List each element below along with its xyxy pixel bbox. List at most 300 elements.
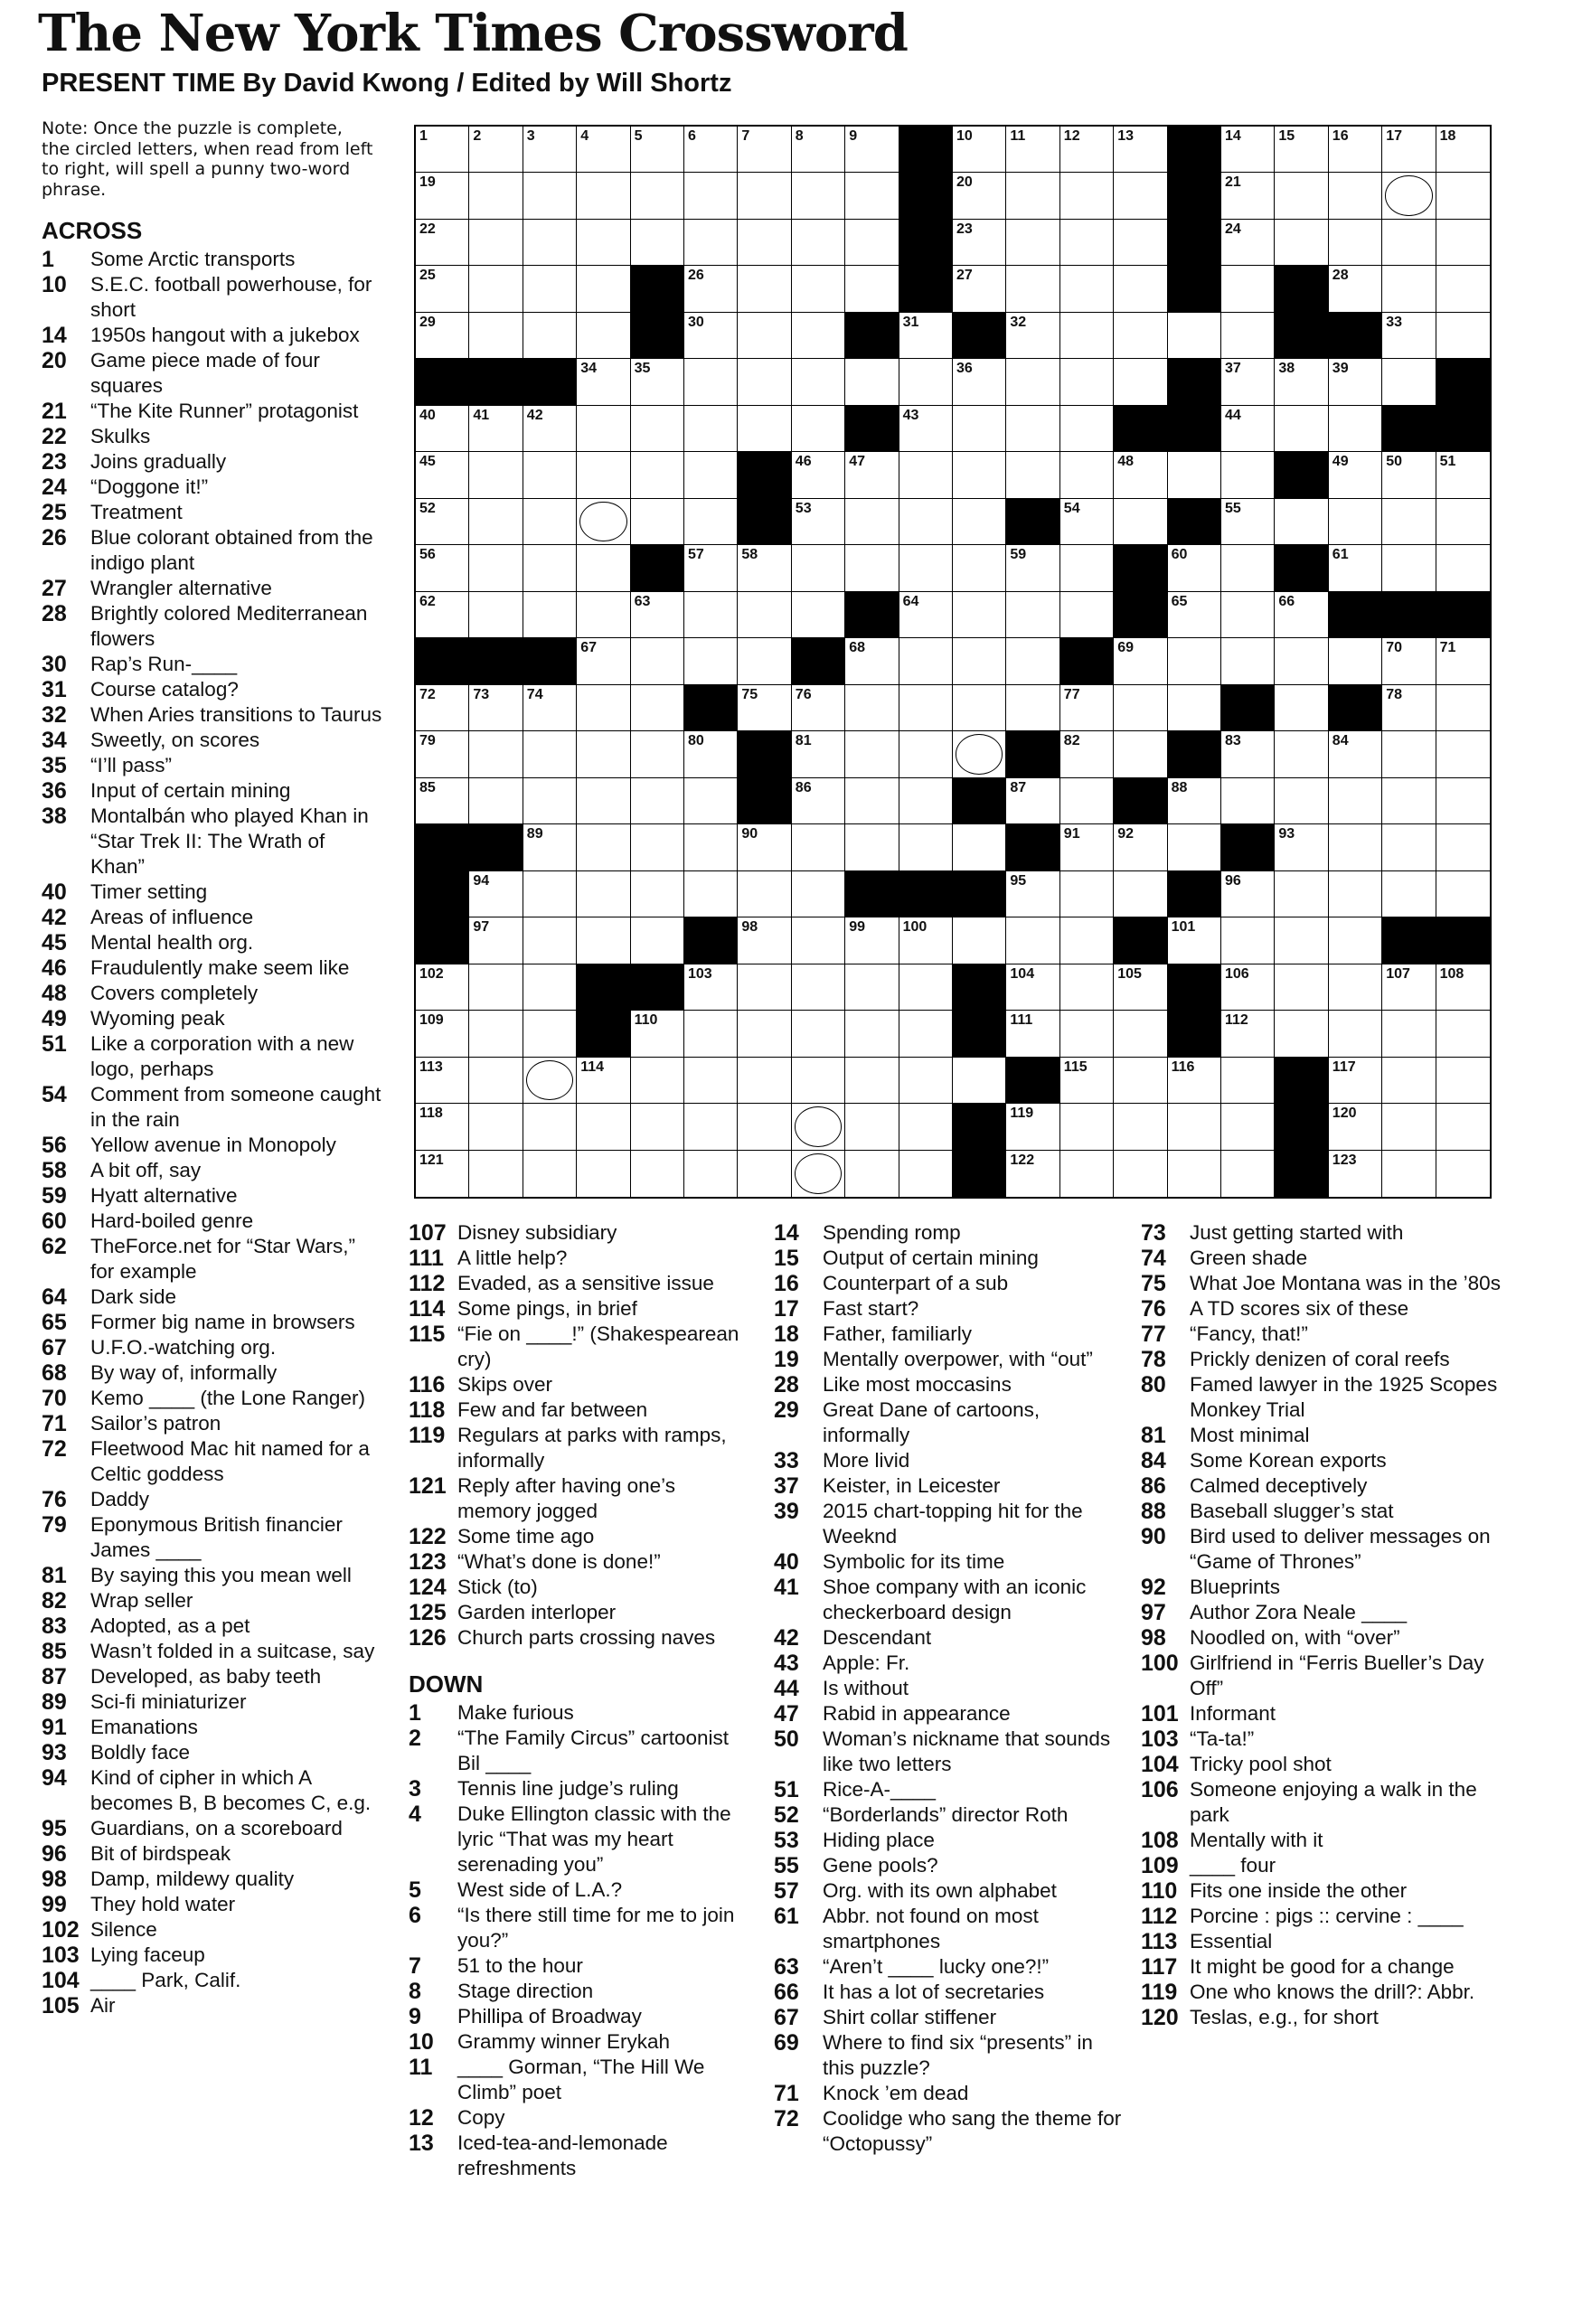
- grid-cell[interactable]: [1006, 220, 1059, 266]
- grid-cell[interactable]: [684, 1011, 738, 1057]
- grid-cell[interactable]: [792, 685, 845, 731]
- grid-cell[interactable]: [523, 406, 577, 452]
- grid-cell[interactable]: [1275, 638, 1328, 684]
- grid-cell[interactable]: [1275, 685, 1328, 731]
- grid-cell[interactable]: [792, 127, 845, 173]
- grid-cell[interactable]: [1221, 871, 1275, 917]
- grid-cell[interactable]: [1114, 173, 1167, 219]
- grid-cell[interactable]: [845, 545, 899, 591]
- grid-cell[interactable]: [1060, 731, 1114, 777]
- grid-cell[interactable]: [416, 499, 469, 545]
- grid-cell[interactable]: [1006, 638, 1059, 684]
- grid-cell[interactable]: [523, 685, 577, 731]
- grid-cell[interactable]: [1006, 871, 1059, 917]
- grid-cell[interactable]: [1006, 964, 1059, 1011]
- grid-cell[interactable]: [416, 452, 469, 498]
- grid-cell[interactable]: [1221, 778, 1275, 824]
- grid-cell[interactable]: [1221, 731, 1275, 777]
- grid-cell[interactable]: [577, 871, 630, 917]
- grid-cell[interactable]: [1060, 266, 1114, 312]
- grid-cell[interactable]: [1060, 1151, 1114, 1197]
- grid-cell[interactable]: [1114, 1058, 1167, 1104]
- grid-cell[interactable]: [899, 313, 953, 359]
- grid-cell[interactable]: [416, 685, 469, 731]
- grid-cell[interactable]: [1382, 266, 1436, 312]
- grid-cell[interactable]: [416, 592, 469, 638]
- grid-cell[interactable]: [1221, 1011, 1275, 1057]
- grid-cell[interactable]: [469, 127, 523, 173]
- grid-cell[interactable]: [1275, 778, 1328, 824]
- grid-cell[interactable]: [738, 824, 791, 870]
- grid-cell[interactable]: [1436, 220, 1490, 266]
- grid-cell[interactable]: [899, 359, 953, 405]
- grid-cell[interactable]: [1168, 638, 1221, 684]
- grid-cell[interactable]: [792, 173, 845, 219]
- grid-cell[interactable]: [1221, 406, 1275, 452]
- grid-cell[interactable]: [1329, 220, 1382, 266]
- grid-cell[interactable]: [469, 1058, 523, 1104]
- grid-cell[interactable]: [845, 359, 899, 405]
- grid-cell[interactable]: [1060, 1058, 1114, 1104]
- grid-cell[interactable]: [577, 545, 630, 591]
- grid-cell[interactable]: [1168, 452, 1221, 498]
- grid-cell[interactable]: [416, 220, 469, 266]
- grid-cell[interactable]: [523, 220, 577, 266]
- grid-cell[interactable]: [684, 778, 738, 824]
- grid-cell[interactable]: [738, 313, 791, 359]
- grid-cell[interactable]: [1275, 220, 1328, 266]
- grid-cell[interactable]: [1221, 266, 1275, 312]
- grid-cell[interactable]: [899, 731, 953, 777]
- grid-cell[interactable]: [953, 917, 1006, 964]
- grid-cell[interactable]: [845, 220, 899, 266]
- grid-cell[interactable]: [1329, 266, 1382, 312]
- grid-cell[interactable]: [953, 685, 1006, 731]
- grid-cell[interactable]: [631, 917, 684, 964]
- grid-cell[interactable]: [899, 1151, 953, 1197]
- grid-cell[interactable]: [845, 266, 899, 312]
- grid-cell[interactable]: [792, 1104, 845, 1150]
- grid-cell[interactable]: [1382, 778, 1436, 824]
- grid-cell[interactable]: [953, 592, 1006, 638]
- grid-cell[interactable]: [1168, 592, 1221, 638]
- grid-cell[interactable]: [523, 1151, 577, 1197]
- grid-cell[interactable]: [1168, 1104, 1221, 1150]
- grid-cell[interactable]: [1275, 964, 1328, 1011]
- grid-cell[interactable]: [1329, 731, 1382, 777]
- grid-cell[interactable]: [1006, 1104, 1059, 1150]
- grid-cell[interactable]: [1114, 685, 1167, 731]
- grid-cell[interactable]: [1006, 127, 1059, 173]
- grid-cell[interactable]: [899, 1104, 953, 1150]
- grid-cell[interactable]: [1275, 1011, 1328, 1057]
- grid-cell[interactable]: [792, 1058, 845, 1104]
- grid-cell[interactable]: [1382, 685, 1436, 731]
- grid-cell[interactable]: [684, 964, 738, 1011]
- grid-cell[interactable]: [469, 778, 523, 824]
- grid-cell[interactable]: [1114, 731, 1167, 777]
- grid-cell[interactable]: [1114, 452, 1167, 498]
- grid-cell[interactable]: [1060, 778, 1114, 824]
- grid-cell[interactable]: [738, 592, 791, 638]
- grid-cell[interactable]: [792, 1011, 845, 1057]
- grid-cell[interactable]: [684, 499, 738, 545]
- grid-cell[interactable]: [523, 127, 577, 173]
- grid-cell[interactable]: [738, 406, 791, 452]
- grid-cell[interactable]: [1060, 359, 1114, 405]
- grid-cell[interactable]: [1060, 685, 1114, 731]
- grid-cell[interactable]: [792, 1151, 845, 1197]
- grid-cell[interactable]: [953, 499, 1006, 545]
- grid-cell[interactable]: [469, 220, 523, 266]
- grid-cell[interactable]: [1275, 359, 1328, 405]
- grid-cell[interactable]: [1382, 1151, 1436, 1197]
- grid-cell[interactable]: [1382, 824, 1436, 870]
- grid-cell[interactable]: [469, 266, 523, 312]
- grid-cell[interactable]: [1060, 127, 1114, 173]
- grid-cell[interactable]: [792, 731, 845, 777]
- grid-cell[interactable]: [469, 499, 523, 545]
- grid-cell[interactable]: [899, 917, 953, 964]
- grid-cell[interactable]: [523, 499, 577, 545]
- grid-cell[interactable]: [1382, 731, 1436, 777]
- grid-cell[interactable]: [953, 824, 1006, 870]
- grid-cell[interactable]: [1436, 1104, 1490, 1150]
- grid-cell[interactable]: [1382, 359, 1436, 405]
- grid-cell[interactable]: [845, 917, 899, 964]
- grid-cell[interactable]: [1060, 452, 1114, 498]
- grid-cell[interactable]: [738, 1058, 791, 1104]
- grid-cell[interactable]: [1275, 592, 1328, 638]
- grid-cell[interactable]: [416, 545, 469, 591]
- grid-cell[interactable]: [1006, 173, 1059, 219]
- grid-cell[interactable]: [631, 1011, 684, 1057]
- grid-cell[interactable]: [1006, 778, 1059, 824]
- grid-cell[interactable]: [1006, 1151, 1059, 1197]
- grid-cell[interactable]: [1114, 964, 1167, 1011]
- grid-cell[interactable]: [469, 313, 523, 359]
- grid-cell[interactable]: [469, 917, 523, 964]
- grid-cell[interactable]: [1168, 917, 1221, 964]
- grid-cell[interactable]: [845, 731, 899, 777]
- grid-cell[interactable]: [738, 871, 791, 917]
- grid-cell[interactable]: [1436, 545, 1490, 591]
- grid-cell[interactable]: [1114, 1151, 1167, 1197]
- grid-cell[interactable]: [631, 592, 684, 638]
- grid-cell[interactable]: [469, 173, 523, 219]
- grid-cell[interactable]: [523, 778, 577, 824]
- grid-cell[interactable]: [1382, 313, 1436, 359]
- grid-cell[interactable]: [631, 499, 684, 545]
- grid-cell[interactable]: [1114, 824, 1167, 870]
- grid-cell[interactable]: [631, 127, 684, 173]
- grid-cell[interactable]: [792, 266, 845, 312]
- grid-cell[interactable]: [1329, 499, 1382, 545]
- grid-cell[interactable]: [523, 824, 577, 870]
- grid-cell[interactable]: [792, 359, 845, 405]
- grid-cell[interactable]: [1006, 452, 1059, 498]
- grid-cell[interactable]: [1114, 499, 1167, 545]
- grid-cell[interactable]: [1329, 1104, 1382, 1150]
- grid-cell[interactable]: [416, 173, 469, 219]
- grid-cell[interactable]: [631, 871, 684, 917]
- grid-cell[interactable]: [1329, 1058, 1382, 1104]
- grid-cell[interactable]: [631, 452, 684, 498]
- grid-cell[interactable]: [1436, 638, 1490, 684]
- grid-cell[interactable]: [1382, 1011, 1436, 1057]
- grid-cell[interactable]: [1275, 173, 1328, 219]
- grid-cell[interactable]: [1382, 545, 1436, 591]
- grid-cell[interactable]: [1114, 266, 1167, 312]
- grid-cell[interactable]: [469, 452, 523, 498]
- grid-cell[interactable]: [1114, 127, 1167, 173]
- grid-cell[interactable]: [684, 406, 738, 452]
- grid-cell[interactable]: [1221, 313, 1275, 359]
- grid-cell[interactable]: [738, 1011, 791, 1057]
- grid-cell[interactable]: [1275, 406, 1328, 452]
- grid-cell[interactable]: [416, 1151, 469, 1197]
- grid-cell[interactable]: [1114, 313, 1167, 359]
- grid-cell[interactable]: [899, 452, 953, 498]
- grid-cell[interactable]: [1221, 964, 1275, 1011]
- grid-cell[interactable]: [631, 359, 684, 405]
- grid-cell[interactable]: [845, 1151, 899, 1197]
- grid-cell[interactable]: [792, 545, 845, 591]
- grid-cell[interactable]: [792, 220, 845, 266]
- grid-cell[interactable]: [577, 499, 630, 545]
- grid-cell[interactable]: [631, 731, 684, 777]
- grid-cell[interactable]: [1006, 406, 1059, 452]
- grid-cell[interactable]: [1436, 127, 1490, 173]
- grid-cell[interactable]: [792, 406, 845, 452]
- grid-cell[interactable]: [1221, 638, 1275, 684]
- grid-cell[interactable]: [1436, 452, 1490, 498]
- grid-cell[interactable]: [1382, 1058, 1436, 1104]
- grid-cell[interactable]: [899, 1058, 953, 1104]
- grid-cell[interactable]: [1006, 313, 1059, 359]
- grid-cell[interactable]: [1221, 499, 1275, 545]
- grid-cell[interactable]: [416, 266, 469, 312]
- grid-cell[interactable]: [845, 127, 899, 173]
- grid-cell[interactable]: [469, 406, 523, 452]
- grid-cell[interactable]: [1060, 824, 1114, 870]
- grid-cell[interactable]: [631, 1151, 684, 1197]
- grid-cell[interactable]: [577, 592, 630, 638]
- grid-cell[interactable]: [1221, 545, 1275, 591]
- grid-cell[interactable]: [792, 452, 845, 498]
- grid-cell[interactable]: [1436, 1151, 1490, 1197]
- grid-cell[interactable]: [577, 359, 630, 405]
- grid-cell[interactable]: [577, 406, 630, 452]
- grid-cell[interactable]: [1329, 871, 1382, 917]
- grid-cell[interactable]: [631, 173, 684, 219]
- grid-cell[interactable]: [416, 1058, 469, 1104]
- grid-cell[interactable]: [523, 917, 577, 964]
- grid-cell[interactable]: [1329, 1151, 1382, 1197]
- grid-cell[interactable]: [523, 452, 577, 498]
- grid-cell[interactable]: [845, 1104, 899, 1150]
- grid-cell[interactable]: [1436, 778, 1490, 824]
- grid-cell[interactable]: [845, 824, 899, 870]
- grid-cell[interactable]: [631, 220, 684, 266]
- grid-cell[interactable]: [523, 592, 577, 638]
- grid-cell[interactable]: [953, 127, 1006, 173]
- grid-cell[interactable]: [1382, 871, 1436, 917]
- grid-cell[interactable]: [684, 1151, 738, 1197]
- grid-cell[interactable]: [1275, 731, 1328, 777]
- grid-cell[interactable]: [1060, 592, 1114, 638]
- grid-cell[interactable]: [845, 778, 899, 824]
- grid-cell[interactable]: [469, 685, 523, 731]
- grid-cell[interactable]: [631, 778, 684, 824]
- grid-cell[interactable]: [416, 313, 469, 359]
- grid-cell[interactable]: [1221, 127, 1275, 173]
- grid-cell[interactable]: [899, 499, 953, 545]
- grid-cell[interactable]: [1168, 824, 1221, 870]
- grid-cell[interactable]: [953, 406, 1006, 452]
- grid-cell[interactable]: [631, 1104, 684, 1150]
- grid-cell[interactable]: [1275, 917, 1328, 964]
- grid-cell[interactable]: [523, 1104, 577, 1150]
- grid-cell[interactable]: [845, 685, 899, 731]
- grid-cell[interactable]: [1168, 685, 1221, 731]
- grid-cell[interactable]: [1382, 127, 1436, 173]
- grid-cell[interactable]: [1114, 638, 1167, 684]
- grid-cell[interactable]: [738, 917, 791, 964]
- grid-cell[interactable]: [953, 266, 1006, 312]
- grid-cell[interactable]: [577, 173, 630, 219]
- grid-cell[interactable]: [684, 731, 738, 777]
- grid-cell[interactable]: [899, 824, 953, 870]
- grid-cell[interactable]: [469, 1011, 523, 1057]
- grid-cell[interactable]: [845, 452, 899, 498]
- grid-cell[interactable]: [1382, 1104, 1436, 1150]
- grid-cell[interactable]: [1114, 871, 1167, 917]
- grid-cell[interactable]: [577, 1058, 630, 1104]
- grid-cell[interactable]: [1168, 778, 1221, 824]
- grid-cell[interactable]: [1221, 1104, 1275, 1150]
- grid-cell[interactable]: [684, 545, 738, 591]
- grid-cell[interactable]: [684, 638, 738, 684]
- grid-cell[interactable]: [577, 917, 630, 964]
- grid-cell[interactable]: [792, 592, 845, 638]
- grid-cell[interactable]: [684, 127, 738, 173]
- grid-cell[interactable]: [1060, 964, 1114, 1011]
- grid-cell[interactable]: [469, 545, 523, 591]
- grid-cell[interactable]: [577, 313, 630, 359]
- grid-cell[interactable]: [1382, 964, 1436, 1011]
- grid-cell[interactable]: [577, 127, 630, 173]
- grid-cell[interactable]: [738, 359, 791, 405]
- grid-cell[interactable]: [1275, 127, 1328, 173]
- grid-cell[interactable]: [1436, 964, 1490, 1011]
- grid-cell[interactable]: [953, 173, 1006, 219]
- grid-cell[interactable]: [577, 731, 630, 777]
- grid-cell[interactable]: [416, 1104, 469, 1150]
- grid-cell[interactable]: [1114, 359, 1167, 405]
- grid-cell[interactable]: [416, 778, 469, 824]
- grid-cell[interactable]: [631, 1058, 684, 1104]
- grid-cell[interactable]: [684, 871, 738, 917]
- grid-cell[interactable]: [1060, 499, 1114, 545]
- grid-cell[interactable]: [416, 731, 469, 777]
- grid-cell[interactable]: [1436, 1011, 1490, 1057]
- grid-cell[interactable]: [577, 452, 630, 498]
- grid-cell[interactable]: [899, 638, 953, 684]
- grid-cell[interactable]: [577, 824, 630, 870]
- grid-cell[interactable]: [953, 731, 1006, 777]
- grid-cell[interactable]: [1006, 685, 1059, 731]
- grid-cell[interactable]: [1329, 452, 1382, 498]
- grid-cell[interactable]: [523, 313, 577, 359]
- grid-cell[interactable]: [1221, 917, 1275, 964]
- grid-cell[interactable]: [469, 964, 523, 1011]
- grid-cell[interactable]: [684, 359, 738, 405]
- grid-cell[interactable]: [792, 964, 845, 1011]
- grid-cell[interactable]: [1436, 266, 1490, 312]
- grid-cell[interactable]: [523, 266, 577, 312]
- grid-cell[interactable]: [1382, 173, 1436, 219]
- grid-cell[interactable]: [953, 359, 1006, 405]
- grid-cell[interactable]: [1060, 406, 1114, 452]
- grid-cell[interactable]: [845, 964, 899, 1011]
- grid-cell[interactable]: [1006, 545, 1059, 591]
- grid-cell[interactable]: [469, 731, 523, 777]
- grid-cell[interactable]: [1006, 592, 1059, 638]
- grid-cell[interactable]: [1436, 824, 1490, 870]
- grid-cell[interactable]: [1382, 638, 1436, 684]
- grid-cell[interactable]: [1006, 359, 1059, 405]
- grid-cell[interactable]: [523, 731, 577, 777]
- grid-cell[interactable]: [523, 964, 577, 1011]
- grid-cell[interactable]: [1436, 1058, 1490, 1104]
- grid-cell[interactable]: [1060, 871, 1114, 917]
- grid-cell[interactable]: [845, 499, 899, 545]
- grid-cell[interactable]: [1221, 1151, 1275, 1197]
- grid-cell[interactable]: [738, 964, 791, 1011]
- grid-cell[interactable]: [1006, 1011, 1059, 1057]
- grid-cell[interactable]: [792, 778, 845, 824]
- grid-cell[interactable]: [1382, 220, 1436, 266]
- grid-cell[interactable]: [523, 545, 577, 591]
- grid-cell[interactable]: [953, 638, 1006, 684]
- grid-cell[interactable]: [792, 871, 845, 917]
- grid-cell[interactable]: [1060, 313, 1114, 359]
- grid-cell[interactable]: [1275, 871, 1328, 917]
- grid-cell[interactable]: [792, 499, 845, 545]
- grid-cell[interactable]: [684, 313, 738, 359]
- grid-cell[interactable]: [738, 266, 791, 312]
- grid-cell[interactable]: [684, 824, 738, 870]
- grid-cell[interactable]: [1060, 917, 1114, 964]
- grid-cell[interactable]: [1329, 917, 1382, 964]
- grid-cell[interactable]: [953, 452, 1006, 498]
- grid-cell[interactable]: [1006, 266, 1059, 312]
- grid-cell[interactable]: [1221, 592, 1275, 638]
- grid-cell[interactable]: [845, 173, 899, 219]
- grid-cell[interactable]: [416, 964, 469, 1011]
- grid-cell[interactable]: [1329, 173, 1382, 219]
- grid-cell[interactable]: [1060, 173, 1114, 219]
- grid-cell[interactable]: [1221, 220, 1275, 266]
- grid-cell[interactable]: [953, 220, 1006, 266]
- grid-cell[interactable]: [899, 406, 953, 452]
- grid-cell[interactable]: [1168, 1151, 1221, 1197]
- grid-cell[interactable]: [577, 638, 630, 684]
- grid-cell[interactable]: [845, 1058, 899, 1104]
- grid-cell[interactable]: [1329, 406, 1382, 452]
- grid-cell[interactable]: [523, 173, 577, 219]
